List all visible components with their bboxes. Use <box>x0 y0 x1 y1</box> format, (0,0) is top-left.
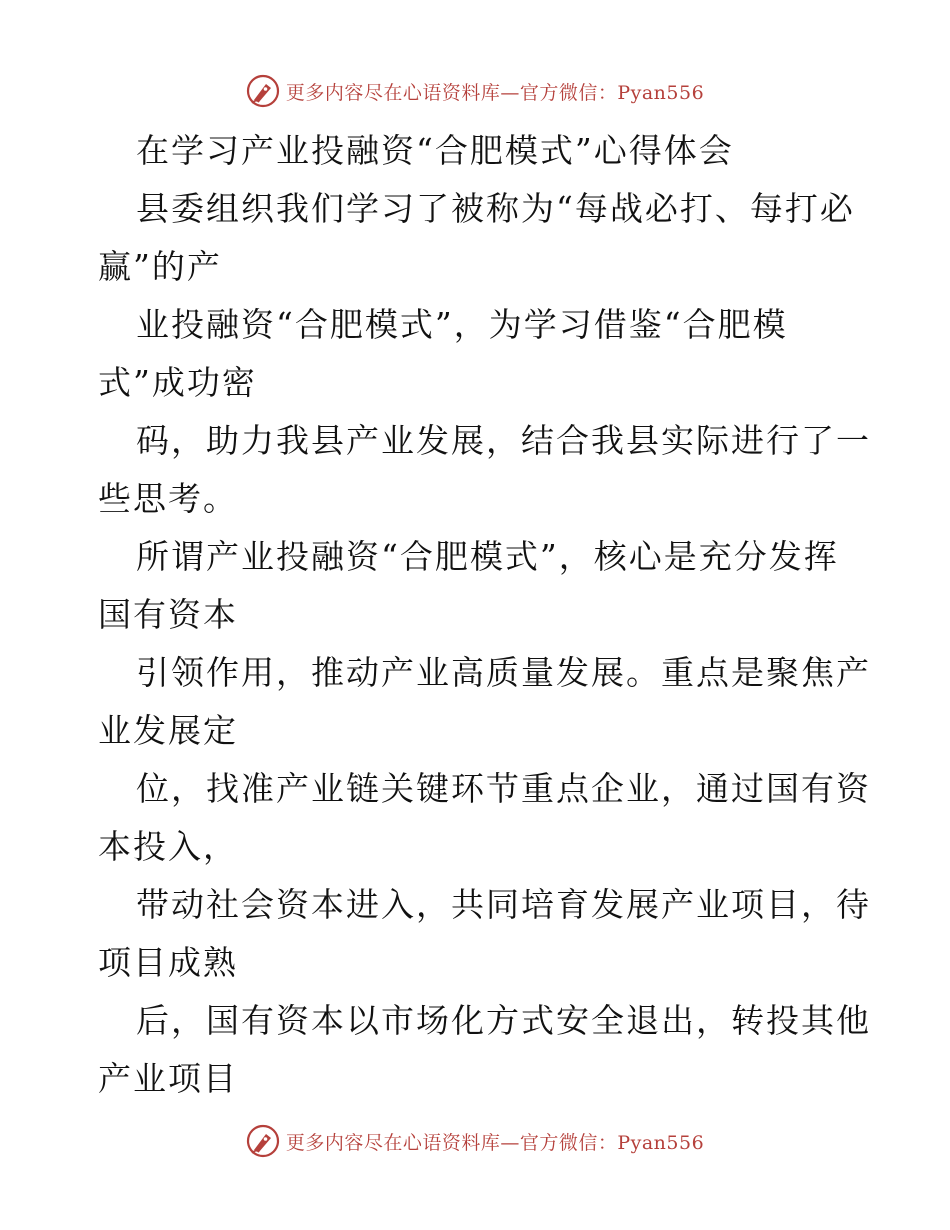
paragraph-line: 县委组织我们学习了被称为“每战必打、每打必 <box>136 189 855 228</box>
watermark-contact-text: 官方微信：Pyan556 <box>519 81 705 104</box>
paragraph-line: 式”成功密 <box>98 363 257 402</box>
document-body <box>98 122 871 1108</box>
paragraph-line: 码，助力我县产业发展，结合我县实际进行了一 <box>136 421 871 460</box>
paragraph-line: 所谓产业投融资“合肥模式”，核心是充分发挥 <box>136 537 839 576</box>
footer-watermark <box>0 1121 950 1161</box>
paragraph-line: 本投入， <box>98 827 238 866</box>
paragraph-line: 些思考。 <box>98 479 238 518</box>
header-watermark <box>0 71 950 111</box>
paragraph-line: 业发展定 <box>98 711 238 750</box>
paragraph-line: 带动社会资本进入，共同培育发展产业项目，待 <box>136 885 871 924</box>
watermark-brand-text: 更多内容尽在心语资料库 <box>285 1131 501 1154</box>
watermark-separator: — <box>500 81 520 104</box>
paragraph-line: 位，找准产业链关键环节重点企业，通过国有资 <box>136 769 871 808</box>
watermark-contact-text: 官方微信：Pyan556 <box>519 1131 705 1154</box>
watermark-brand-text: 更多内容尽在心语资料库 <box>285 81 501 104</box>
paragraph-line: 业投融资“合肥模式”，为学习借鉴“合肥模 <box>136 305 788 344</box>
watermark-separator: — <box>500 1131 520 1154</box>
paragraph-line: 产业项目 <box>98 1059 238 1098</box>
pen-nib-logo-icon <box>246 1124 280 1158</box>
pen-nib-logo-icon <box>246 74 280 108</box>
paragraph-line: 引领作用，推动产业高质量发展。重点是聚焦产 <box>136 653 871 692</box>
paragraph-line: 赢”的产 <box>98 247 222 286</box>
paragraph-line: 项目成熟 <box>98 943 238 982</box>
paragraph-line: 后，国有资本以市场化方式安全退出，转投其他 <box>136 1001 871 1040</box>
document-title: 在学习产业投融资“合肥模式”心得体会 <box>136 131 734 170</box>
paragraph-line: 国有资本 <box>98 595 238 634</box>
